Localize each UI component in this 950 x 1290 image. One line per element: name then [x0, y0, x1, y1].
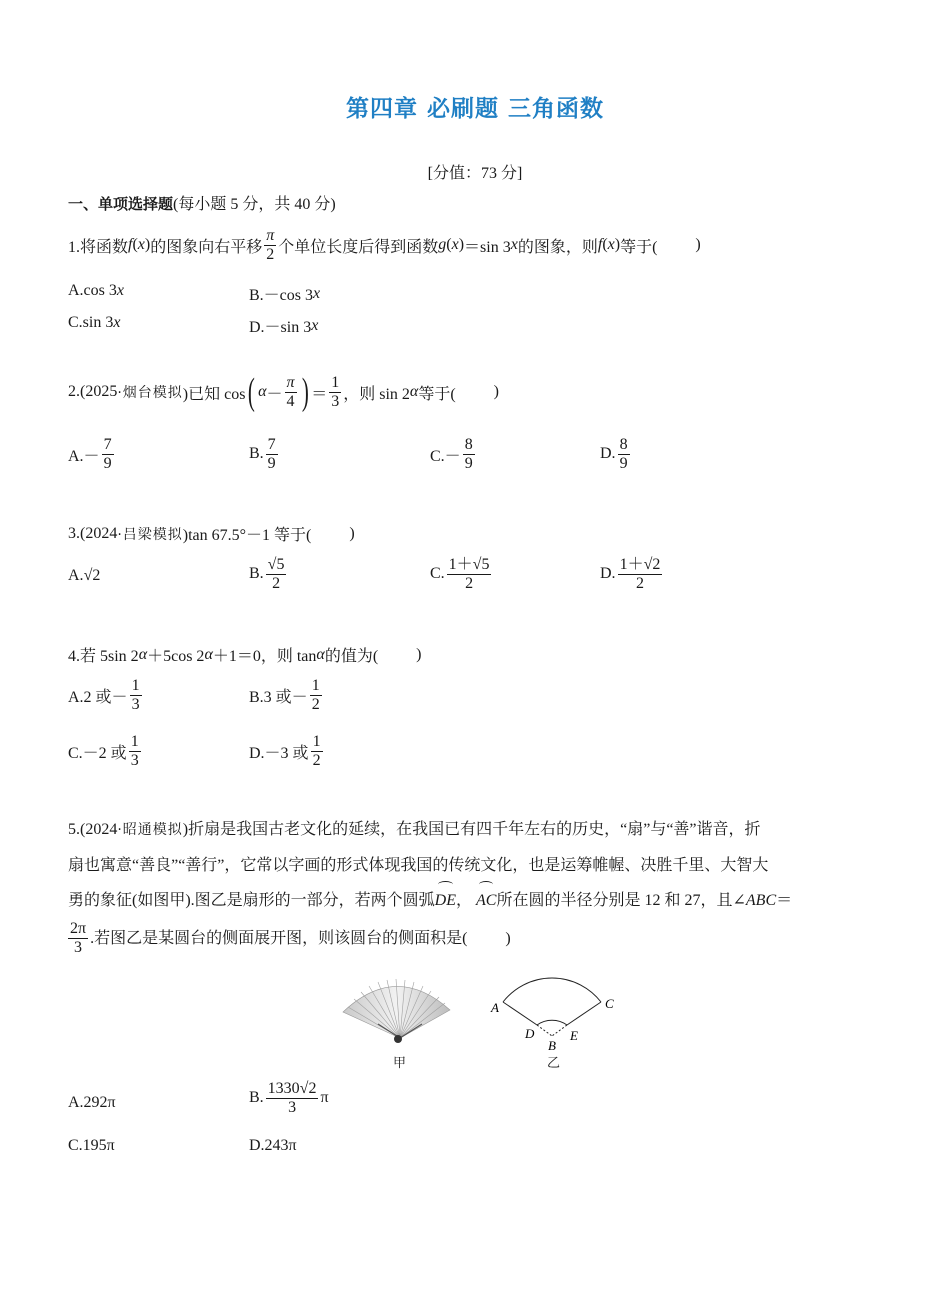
question-3: 3.( 2024 ·吕梁模拟 )tan 67.5°－1 等于( )	[68, 524, 355, 544]
q5-option-c[interactable]: C.195π	[68, 1137, 115, 1154]
section-title: 一、单项选择题	[68, 195, 174, 213]
section-note: (每小题 5 分，共 40 分)	[173, 196, 336, 213]
arc-ac: AC	[476, 883, 496, 918]
q2-option-c[interactable]: C.－ $\frac{8}{9}$	[430, 436, 473, 472]
q2-option-a[interactable]: A.－ $\frac{7}{9}$	[68, 436, 112, 472]
sector-figure	[485, 970, 625, 1060]
point-e-label: E	[570, 1028, 578, 1043]
q5-option-a[interactable]: A.292π	[68, 1094, 116, 1111]
section-heading	[68, 191, 336, 214]
fraction: $\frac{\pi}{2}$	[266, 227, 275, 263]
q3-option-a[interactable]: A. √2	[68, 567, 101, 584]
point-c-label: C	[605, 996, 614, 1011]
q2-option-b[interactable]: B. $\frac{7}{9}$	[249, 436, 276, 472]
question-5: 5.(2024·昭通模拟)折扇是我国古老文化的延续，在我国已有四千年左右的历史，“扇”与“善”谐音，折 扇也寓意“善良”“善行”，它常以字画的形式体现我国的传统文化，也是运筹帷幄、决胜千里、大智大 勇的象征(如图甲).图乙是扇形的一部分，若两个圆弧DE， AC所在圆的半径分别是 12 和 27，且∠ABC＝ $\frac{2\pi}{3}$ .若图乙是某圆台的侧面展开图，则该圆台的侧面积是( )	[68, 821, 793, 956]
figure-caption-yi: 乙	[547, 1056, 561, 1071]
q2-option-d[interactable]: D. $\frac{8}{9}$	[600, 436, 628, 472]
point-b-label: B	[548, 1038, 556, 1053]
q4-option-a[interactable]: A.2 或－ $\frac{1}{3}$	[68, 677, 140, 713]
page-title: 第四章 必刷题 三角函数	[345, 96, 604, 122]
q5-option-b[interactable]: B. $\frac{1330√2}{3}$ π	[249, 1080, 329, 1116]
q4-option-b[interactable]: B.3 或－ $\frac{1}{2}$	[249, 677, 320, 713]
q1-option-b[interactable]: B.－cos 3 x	[249, 284, 321, 304]
question-1: 1.将函数 f ( x ) 的图象向右平移 $\frac{\pi}{2}$ 个单位长度后得到函数 g ( x ) ＝sin 3 x 的图象，则 f ( x ) 等于( )	[68, 227, 701, 263]
q3-option-c[interactable]: C. $\frac{1+√5}{2}$	[430, 556, 490, 592]
q5-option-d[interactable]: D.243π	[249, 1137, 297, 1154]
q1-option-c[interactable]: C.sin 3 x	[68, 314, 121, 331]
q1-option-a[interactable]: A.cos 3 x	[68, 282, 124, 299]
q4-option-d[interactable]: D.－3 或 $\frac{1}{2}$	[249, 733, 321, 769]
question-4: 4.若 5sin 2 α ＋5cos 2 α ＋1＝0，则 tan α 的值为( )	[68, 645, 422, 665]
q3-option-b[interactable]: B. $\frac{√5}{2}$	[249, 556, 285, 592]
point-d-label: D	[525, 1026, 535, 1041]
q3-option-d[interactable]: D. $\frac{1+√2}{2}$	[600, 556, 661, 592]
q4-option-c[interactable]: C.－2 或 $\frac{1}{3}$	[68, 733, 139, 769]
score-info: [分值：73 分]	[427, 165, 523, 182]
point-a-label: A	[491, 1000, 499, 1015]
figure-caption-jia: 甲	[393, 1056, 407, 1071]
question-2: 2.( 2025 ·烟台模拟 )已知 cos ( α － $\frac{\pi}{4}$ ) ＝ $\frac{1}{3}$ ，则 sin 2 α 等于( )	[68, 371, 499, 413]
folding-fan-figure	[338, 972, 458, 1052]
arc-de: DE	[435, 883, 456, 918]
q1-option-d[interactable]: D.－sin 3 x	[249, 316, 319, 336]
